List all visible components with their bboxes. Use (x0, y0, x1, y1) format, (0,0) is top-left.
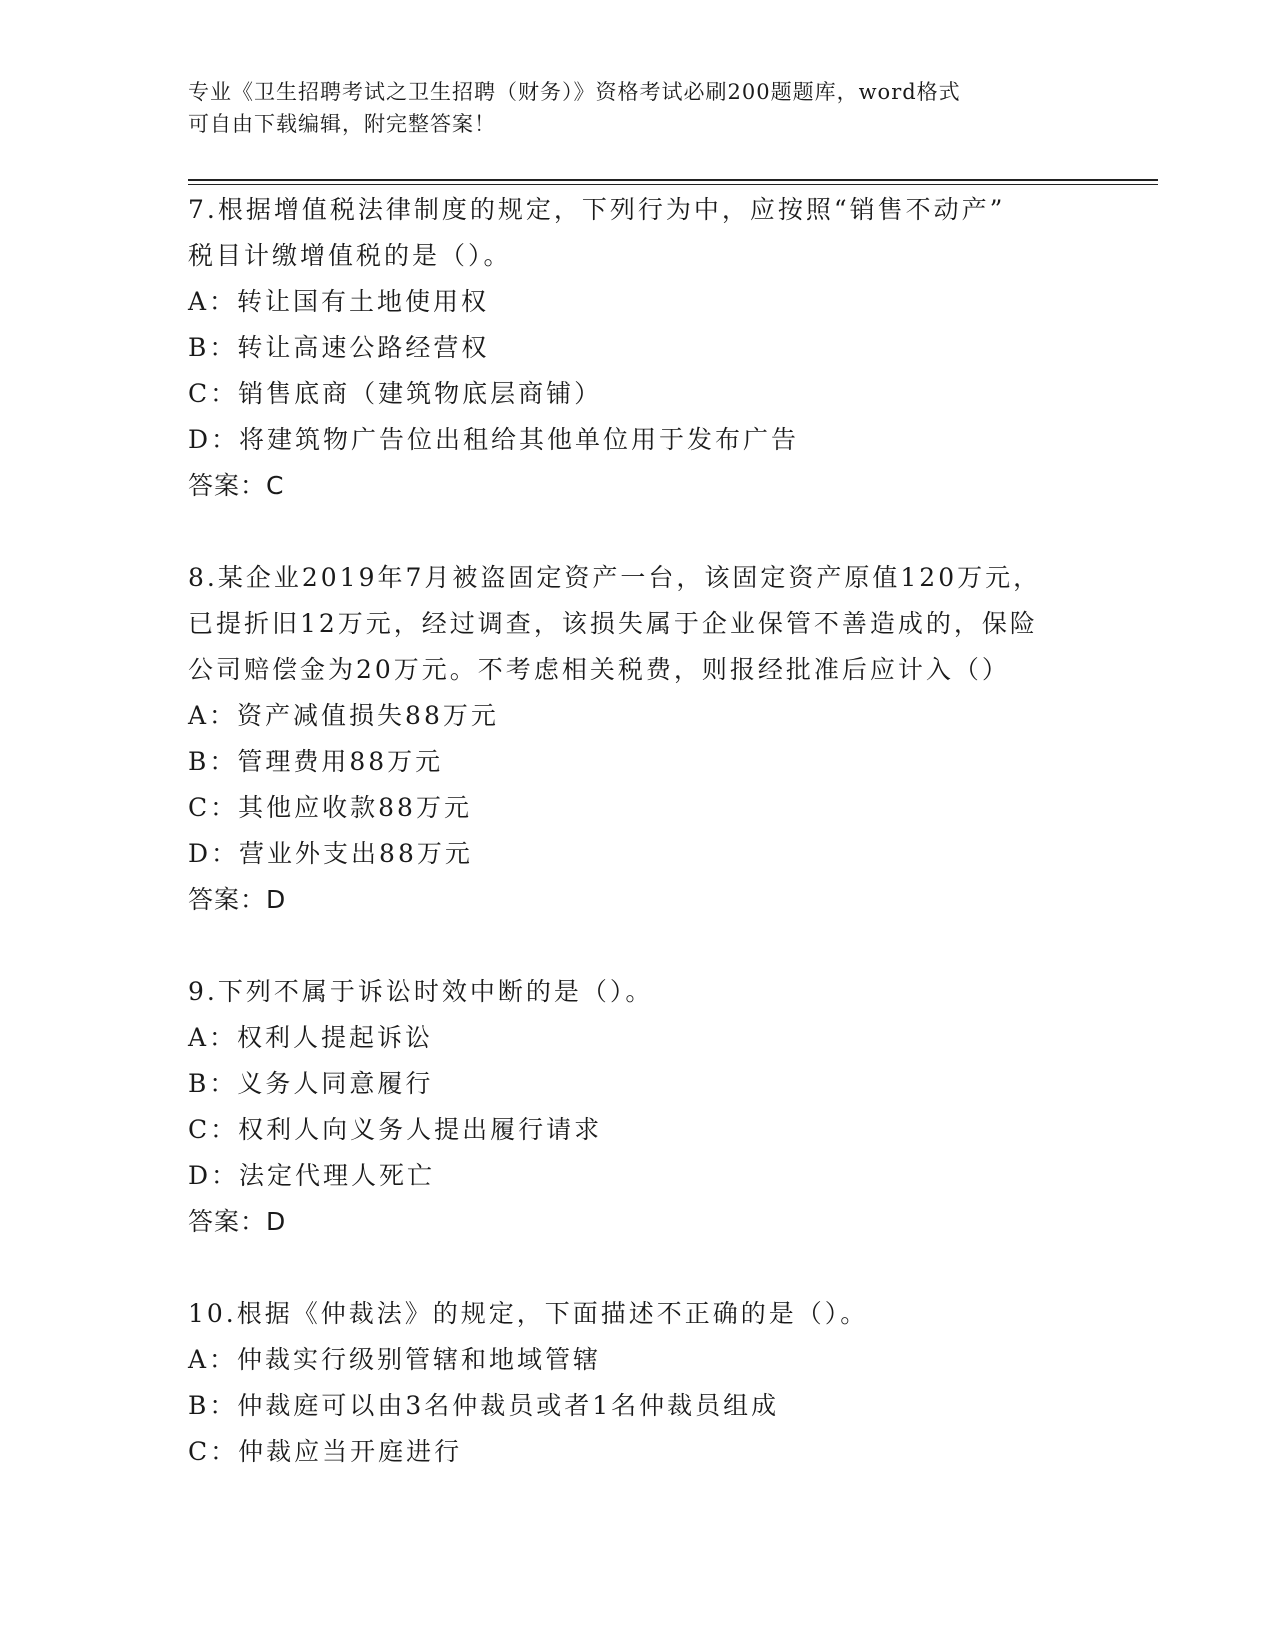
option-d: D：将建筑物广告位出租给其他单位用于发布广告 (188, 425, 800, 454)
option-c: C：销售底商（建筑物底层商铺） (188, 379, 603, 408)
question-7 (188, 187, 1088, 509)
header-line-1: 专业《卫生招聘考试之卫生招聘（财务）》资格考试必刷200题题库，word格式 (188, 80, 961, 104)
answer-line: 答案：D (188, 885, 287, 914)
option-c: C：仲裁应当开庭进行 (188, 1437, 463, 1466)
option-c: C：其他应收款88万元 (188, 793, 472, 822)
option-a: A：资产减值损失88万元 (188, 701, 499, 730)
answer-line: 答案：C (188, 471, 285, 500)
answer-line: 答案：D (188, 1207, 287, 1236)
document-header (188, 76, 1068, 140)
question-stem-line: 已提折旧12万元，经过调查，该损失属于企业保管不善造成的，保险 (188, 609, 1038, 638)
option-b: B：仲裁庭可以由3名仲裁员或者1名仲裁员组成 (188, 1391, 780, 1420)
question-stem-line: 公司赔偿金为20万元。不考虑相关税费，则报经批准后应计入（） (188, 655, 1010, 684)
question-stem-line: 10.根据《仲裁法》的规定，下面描述不正确的是（）。 (188, 1299, 869, 1328)
question-9 (188, 969, 1088, 1245)
question-stem-line: 税目计缴增值税的是（）。 (188, 241, 512, 270)
option-a: A：权利人提起诉讼 (188, 1023, 434, 1052)
option-d: D：法定代理人死亡 (188, 1161, 436, 1190)
question-list (188, 187, 1088, 1521)
question-stem-line: 7.根据增值税法律制度的规定，下列行为中，应按照“销售不动产” (188, 195, 1006, 224)
option-b: B：管理费用88万元 (188, 747, 444, 776)
question-8 (188, 555, 1088, 923)
option-c: C：权利人向义务人提出履行请求 (188, 1115, 603, 1144)
option-d: D：营业外支出88万元 (188, 839, 473, 868)
option-b: B：义务人同意履行 (188, 1069, 434, 1098)
option-a: A：转让国有土地使用权 (188, 287, 490, 316)
header-divider-thick (188, 179, 1158, 181)
header-line-2: 可自由下载编辑，附完整答案！ (188, 112, 496, 136)
question-10 (188, 1291, 1088, 1475)
question-stem-line: 9.下列不属于诉讼时效中断的是（）。 (188, 977, 654, 1006)
option-a: A：仲裁实行级别管辖和地域管辖 (188, 1345, 602, 1374)
header-divider-thin (188, 184, 1158, 185)
option-b: B：转让高速公路经营权 (188, 333, 490, 362)
question-stem-line: 8.某企业2019年7月被盗固定资产一台，该固定资产原值120万元， (188, 563, 1042, 592)
